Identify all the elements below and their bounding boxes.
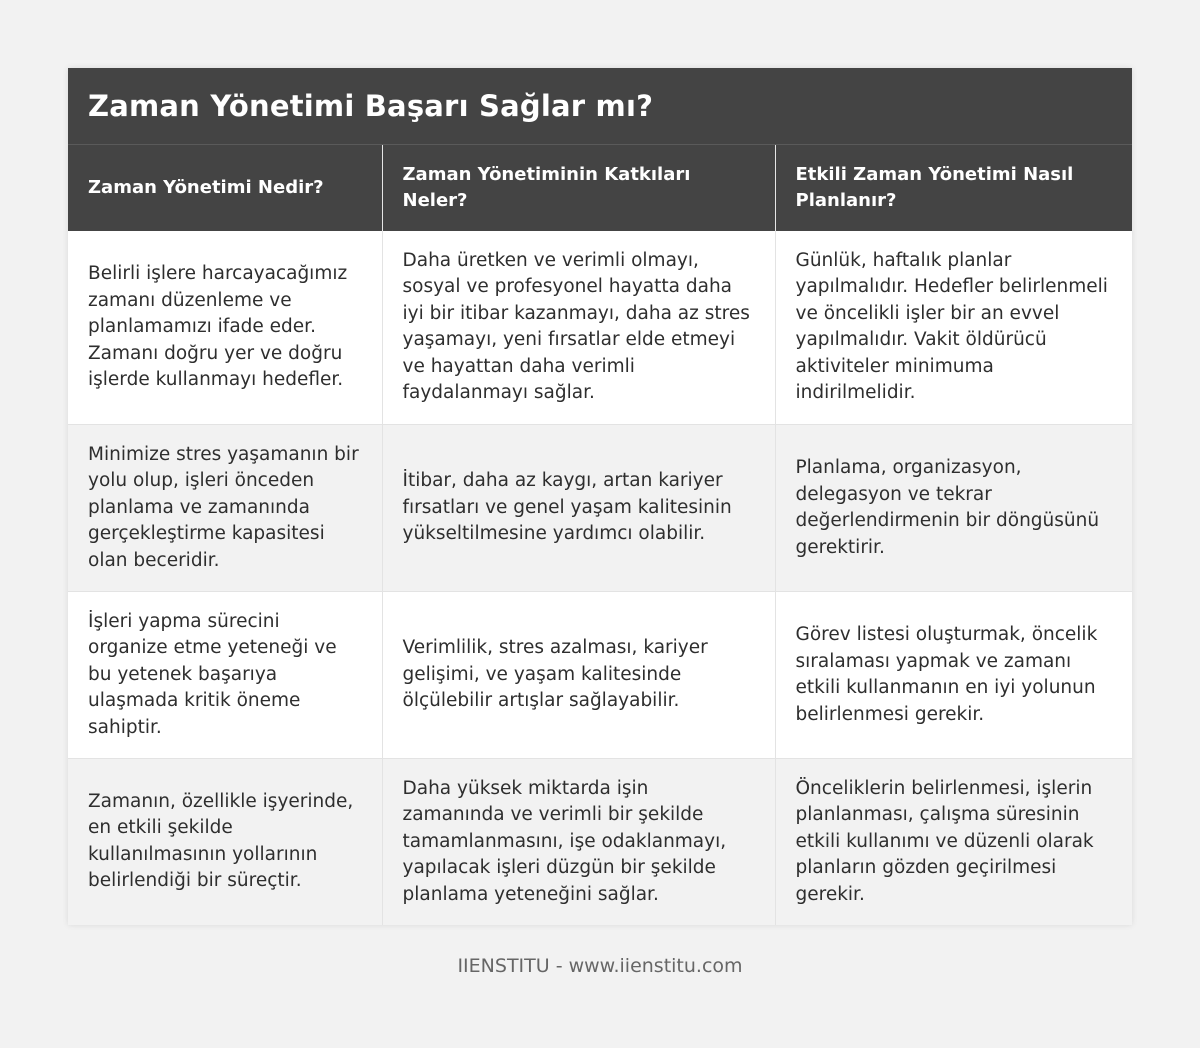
footer-credit: IIENSTITU - www.iienstitu.com: [457, 955, 743, 977]
table-cell: Daha yüksek miktarda işin zamanında ve verimli bir şekilde tamamlanmasını, işe odaklanmayı, yapılacak işleri düzgün bir şekilde planlama yeteneğini sağlar.: [382, 759, 775, 925]
table-row: [68, 231, 1132, 425]
table-row: [68, 592, 1132, 759]
table-cell: Görev listesi oluşturmak, öncelik sıralaması yapmak ve zamanı etkili kullanmanın en iyi yolunun belirlenmesi gerekir.: [775, 592, 1132, 759]
table-card: [68, 68, 1132, 925]
table-cell: İşleri yapma sürecini organize etme yeteneği ve bu yetenek başarıya ulaşmada kritik öneme sahiptir.: [68, 592, 382, 759]
table-cell: Belirli işlere harcayacağımız zamanı düzenleme ve planlamamızı ifade eder. Zamanı doğru yer ve doğru işlerde kullanmayı hedefler.: [88, 263, 348, 390]
table-cell: İtibar, daha az kaygı, artan kariyer fırsatları ve genel yaşam kalitesinin yükseltilmesine yardımcı olabilir.: [382, 425, 775, 592]
table-row: [68, 425, 1132, 592]
table-cell: Zamanın, özellikle işyerinde, en etkili şekilde kullanılmasının yollarının belirlendiği bir süreçtir.: [68, 759, 382, 925]
header-row: [68, 145, 1132, 231]
column-header-nedir: Zaman Yönetimi Nedir?: [68, 145, 382, 231]
column-header-planlama: Etkili Zaman Yönetimi Nasıl Planlanır?: [775, 145, 1132, 231]
table-cell: Günlük, haftalık planlar yapılmalıdır. Hedefler belirlenmeli ve öncelikli işler bir an evvel yapılmalıdır. Vakit öldürücü aktiviteler minimuma indirilmelidir.: [775, 231, 1132, 425]
comparison-table: [68, 144, 1132, 925]
table-cell: Verimlilik, stres azalması, kariyer gelişimi, ve yaşam kalitesinde ölçülebilir artışlar sağlayabilir.: [382, 592, 775, 759]
column-header-katkilar: Zaman Yönetiminin Katkıları Neler?: [382, 145, 775, 231]
table-cell: Daha üretken ve verimli olmayı, sosyal ve profesyonel hayatta daha iyi bir itibar kazanmayı, daha az stres yaşamayı, yeni fırsatlar elde etmeyi ve hayattan daha verimli faydalanmayı sağlar.: [382, 231, 775, 425]
table-cell: Önceliklerin belirlenmesi, işlerin planlanması, çalışma süresinin etkili kullanımı ve düzenli olarak planların gözden geçirilmesi gerekir.: [775, 759, 1132, 925]
table-cell: Planlama, organizasyon, delegasyon ve tekrar değerlendirmenin bir döngüsünü gerektirir.: [775, 425, 1132, 592]
table-cell: Minimize stres yaşamanın bir yolu olup, işleri önceden planlama ve zamanında gerçekleştirme kapasitesi olan beceridir.: [68, 425, 382, 592]
table-row: [68, 759, 1132, 925]
table-title: Zaman Yönetimi Başarı Sağlar mı?: [68, 68, 1132, 144]
